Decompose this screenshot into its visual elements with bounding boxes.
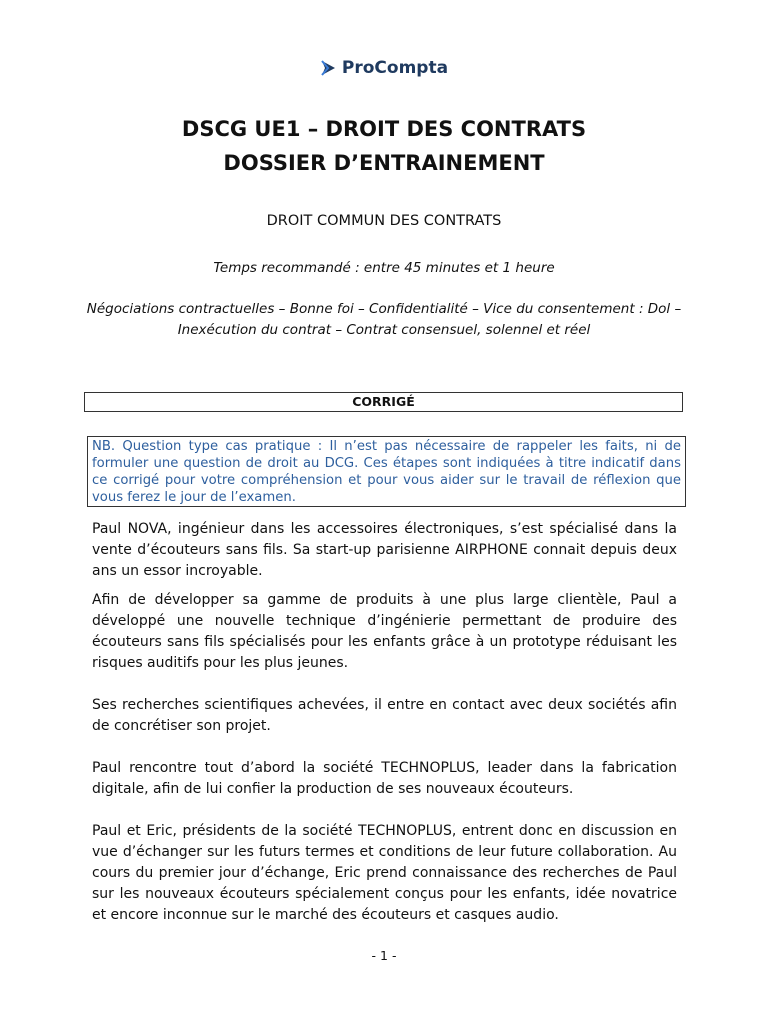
document-subtitle: DROIT COMMUN DES CONTRATS [266, 213, 502, 229]
paragraph-3: Ses recherches scientifiques achevées, il entre en contact avec deux sociétés afin de concrétiser son projet. [92, 697, 677, 734]
procompta-logo-icon [320, 59, 338, 77]
keywords: Négociations contractuelles – Bonne foi – Confidentialité – Vice du consentement : Dol – Inexécution du contrat – Contrat consensuel, solennel et réel [86, 301, 682, 338]
paragraph-1: Paul NOVA, ingénieur dans les accessoires électroniques, s’est spécialisé dans la vente d’écouteurs sans fils. Sa start-up parisienne AIRPHONE connait depuis deux ans un essor incroyable. [92, 521, 677, 579]
document-title-line1: DSCG UE1 – DROIT DES CONTRATS [181, 117, 587, 141]
document-title-line2: DOSSIER D’ENTRAINEMENT [223, 151, 545, 175]
paragraph-5: Paul et Eric, présidents de la société TECHNOPLUS, entrent donc en discussion en vue d’échanger sur les futurs termes et conditions de leur future collaboration. Au cours du premier jour d’échange, Eric prend connaissance des recherches de Paul sur les nouveaux écouteurs spécialement conçus pour les enfants, idée novatrice et encore inconnue sur le marché des écouteurs et casques audio. [92, 823, 677, 923]
paragraph-2: Afin de développer sa gamme de produits à une plus large clientèle, Paul a développé une nouvelle technique d’ingénierie permettant de produire des écouteurs sans fils spécialisés pour les enfants grâce à un prototype réduisant les risques auditifs pour les plus jeunes. [92, 592, 677, 671]
logo-text: ProCompta [341, 58, 449, 78]
paragraph-4: Paul rencontre tout d’abord la société TECHNOPLUS, leader dans la fabrication digitale, afin de lui confier la production de ses nouveaux écouteurs. [92, 760, 677, 797]
corrige-header-box: CORRIGÉ [84, 392, 683, 412]
nb-note-box: NB. Question type cas pratique : Il n’est pas nécessaire de rappeler les faits, ni de formuler une question de droit au DCG. Ces étapes sont indiquées à titre indicatif dans ce corrigé pour votre compréhension et pour vous aider sur le travail de réflexion que vous ferez le jour de l’examen. [87, 436, 686, 507]
page-number: - 1 - [371, 948, 397, 963]
logo [0, 58, 768, 82]
recommended-time: Temps recommandé : entre 45 minutes et 1 heure [213, 260, 555, 276]
